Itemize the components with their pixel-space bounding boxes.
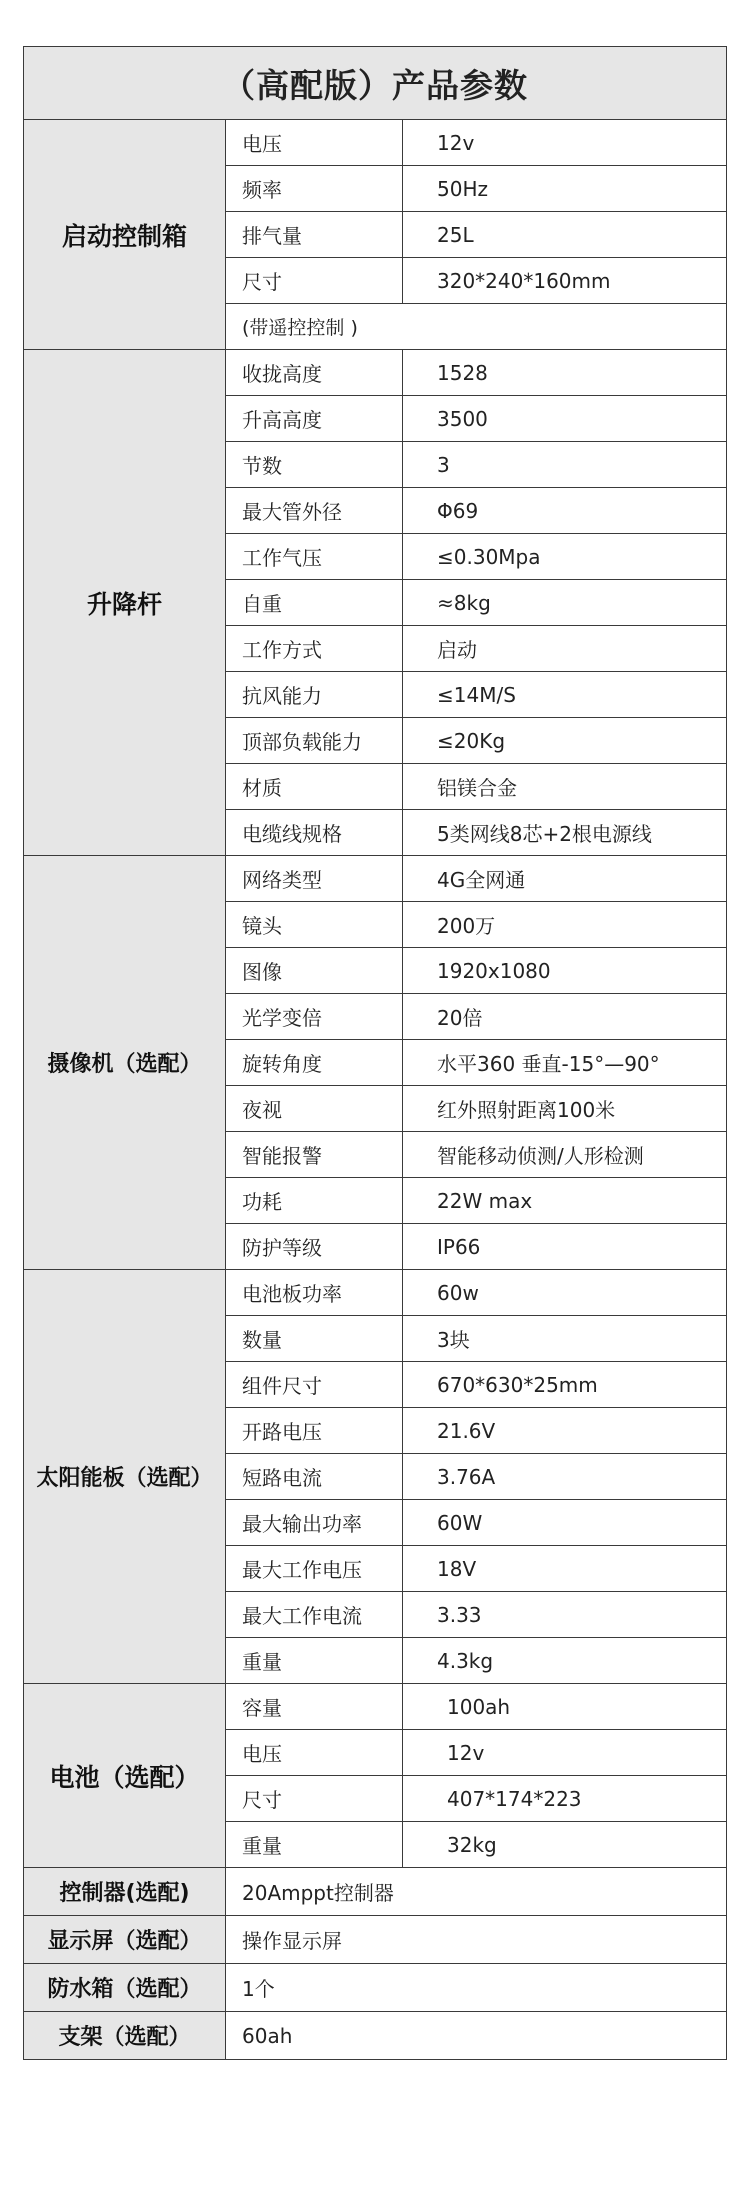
category-cell: 电池（选配）	[24, 1684, 226, 1868]
param-value: 3500	[403, 396, 727, 442]
param-name: 频率	[226, 166, 403, 212]
param-name: 节数	[226, 442, 403, 488]
param-value: IP66	[403, 1224, 727, 1270]
param-value: 1528	[403, 350, 727, 396]
param-name: 重量	[226, 1822, 403, 1868]
param-name: 图像	[226, 948, 403, 994]
table-row	[24, 350, 727, 396]
param-value: 25L	[403, 212, 727, 258]
param-name: 工作气压	[226, 534, 403, 580]
param-value: 3.76A	[403, 1454, 727, 1500]
param-value: 50Hz	[403, 166, 727, 212]
param-value: ≤20Kg	[403, 718, 727, 764]
param-name: 抗风能力	[226, 672, 403, 718]
param-name: 尺寸	[226, 1776, 403, 1822]
param-value: 22W max	[403, 1178, 727, 1224]
table-row	[24, 1868, 727, 1916]
param-name: 自重	[226, 580, 403, 626]
param-name: 最大工作电压	[226, 1546, 403, 1592]
param-value: ≤0.30Mpa	[403, 534, 727, 580]
param-value: 60w	[403, 1270, 727, 1316]
param-name: 旋转角度	[226, 1040, 403, 1086]
param-name: 智能报警	[226, 1132, 403, 1178]
table-row	[24, 856, 727, 902]
param-value: 407*174*223	[403, 1776, 727, 1822]
param-value: 18V	[403, 1546, 727, 1592]
param-value: 12v	[403, 120, 727, 166]
param-value: 3块	[403, 1316, 727, 1362]
param-name: 收拢高度	[226, 350, 403, 396]
param-value: 32kg	[403, 1822, 727, 1868]
param-name: 容量	[226, 1684, 403, 1730]
param-name: 工作方式	[226, 626, 403, 672]
param-name: 防护等级	[226, 1224, 403, 1270]
param-value: 启动	[403, 626, 727, 672]
param-value: 200万	[403, 902, 727, 948]
category-cell: 显示屏（选配）	[24, 1916, 226, 1964]
param-value: ≤14M/S	[403, 672, 727, 718]
param-name: 组件尺寸	[226, 1362, 403, 1408]
param-value: 100ah	[403, 1684, 727, 1730]
spec-table	[23, 46, 727, 2060]
table-row	[24, 2012, 727, 2060]
param-value: ≈8kg	[403, 580, 727, 626]
param-name: 电压	[226, 1730, 403, 1776]
param-value: 670*630*25mm	[403, 1362, 727, 1408]
param-name: 升高高度	[226, 396, 403, 442]
table-row	[24, 1916, 727, 1964]
param-value: 60W	[403, 1500, 727, 1546]
param-name: 镜头	[226, 902, 403, 948]
param-name: 网络类型	[226, 856, 403, 902]
param-value: 智能移动侦测/人形检测	[403, 1132, 727, 1178]
table-title: （高配版）产品参数	[24, 47, 727, 120]
param-name: 夜视	[226, 1086, 403, 1132]
param-value: 红外照射距离100米	[403, 1086, 727, 1132]
param-name: 开路电压	[226, 1408, 403, 1454]
param-value: 1920x1080	[403, 948, 727, 994]
param-name: 光学变倍	[226, 994, 403, 1040]
category-cell: 升降杆	[24, 350, 226, 856]
table-row	[24, 120, 727, 166]
param-name: 重量	[226, 1638, 403, 1684]
param-value: 60ah	[226, 2012, 727, 2060]
param-name: 短路电流	[226, 1454, 403, 1500]
param-name: 电缆线规格	[226, 810, 403, 856]
param-name: 最大工作电流	[226, 1592, 403, 1638]
param-value: 320*240*160mm	[403, 258, 727, 304]
param-value: 3.33	[403, 1592, 727, 1638]
category-cell: 控制器(选配)	[24, 1868, 226, 1916]
param-value: 20Amppt控制器	[226, 1868, 727, 1916]
param-value: 1个	[226, 1964, 727, 2012]
category-cell: 防水箱（选配）	[24, 1964, 226, 2012]
param-value: 20倍	[403, 994, 727, 1040]
param-name: 排气量	[226, 212, 403, 258]
category-cell: 启动控制箱	[24, 120, 226, 350]
param-value: 12v	[403, 1730, 727, 1776]
param-name: 功耗	[226, 1178, 403, 1224]
param-value: 4G全网通	[403, 856, 727, 902]
param-value: Φ69	[403, 488, 727, 534]
category-cell: 太阳能板（选配）	[24, 1270, 226, 1684]
param-name: 尺寸	[226, 258, 403, 304]
param-name: 最大管外径	[226, 488, 403, 534]
param-name: 顶部负载能力	[226, 718, 403, 764]
param-value: 铝镁合金	[403, 764, 727, 810]
param-name: 材质	[226, 764, 403, 810]
remote-control-note: (带遥控控制 )	[226, 304, 727, 350]
table-row	[24, 1684, 727, 1730]
category-cell: 支架（选配）	[24, 2012, 226, 2060]
table-row	[24, 1964, 727, 2012]
param-name: 数量	[226, 1316, 403, 1362]
title-row	[24, 47, 727, 120]
param-value: 4.3kg	[403, 1638, 727, 1684]
param-value: 5类网线8芯+2根电源线	[403, 810, 727, 856]
param-value: 3	[403, 442, 727, 488]
param-name: 最大输出功率	[226, 1500, 403, 1546]
param-name: 电压	[226, 120, 403, 166]
param-value: 21.6V	[403, 1408, 727, 1454]
category-cell: 摄像机（选配）	[24, 856, 226, 1270]
table-row	[24, 1270, 727, 1316]
param-value: 操作显示屏	[226, 1916, 727, 1964]
param-value: 水平360 垂直-15°—90°	[403, 1040, 727, 1086]
param-name: 电池板功率	[226, 1270, 403, 1316]
